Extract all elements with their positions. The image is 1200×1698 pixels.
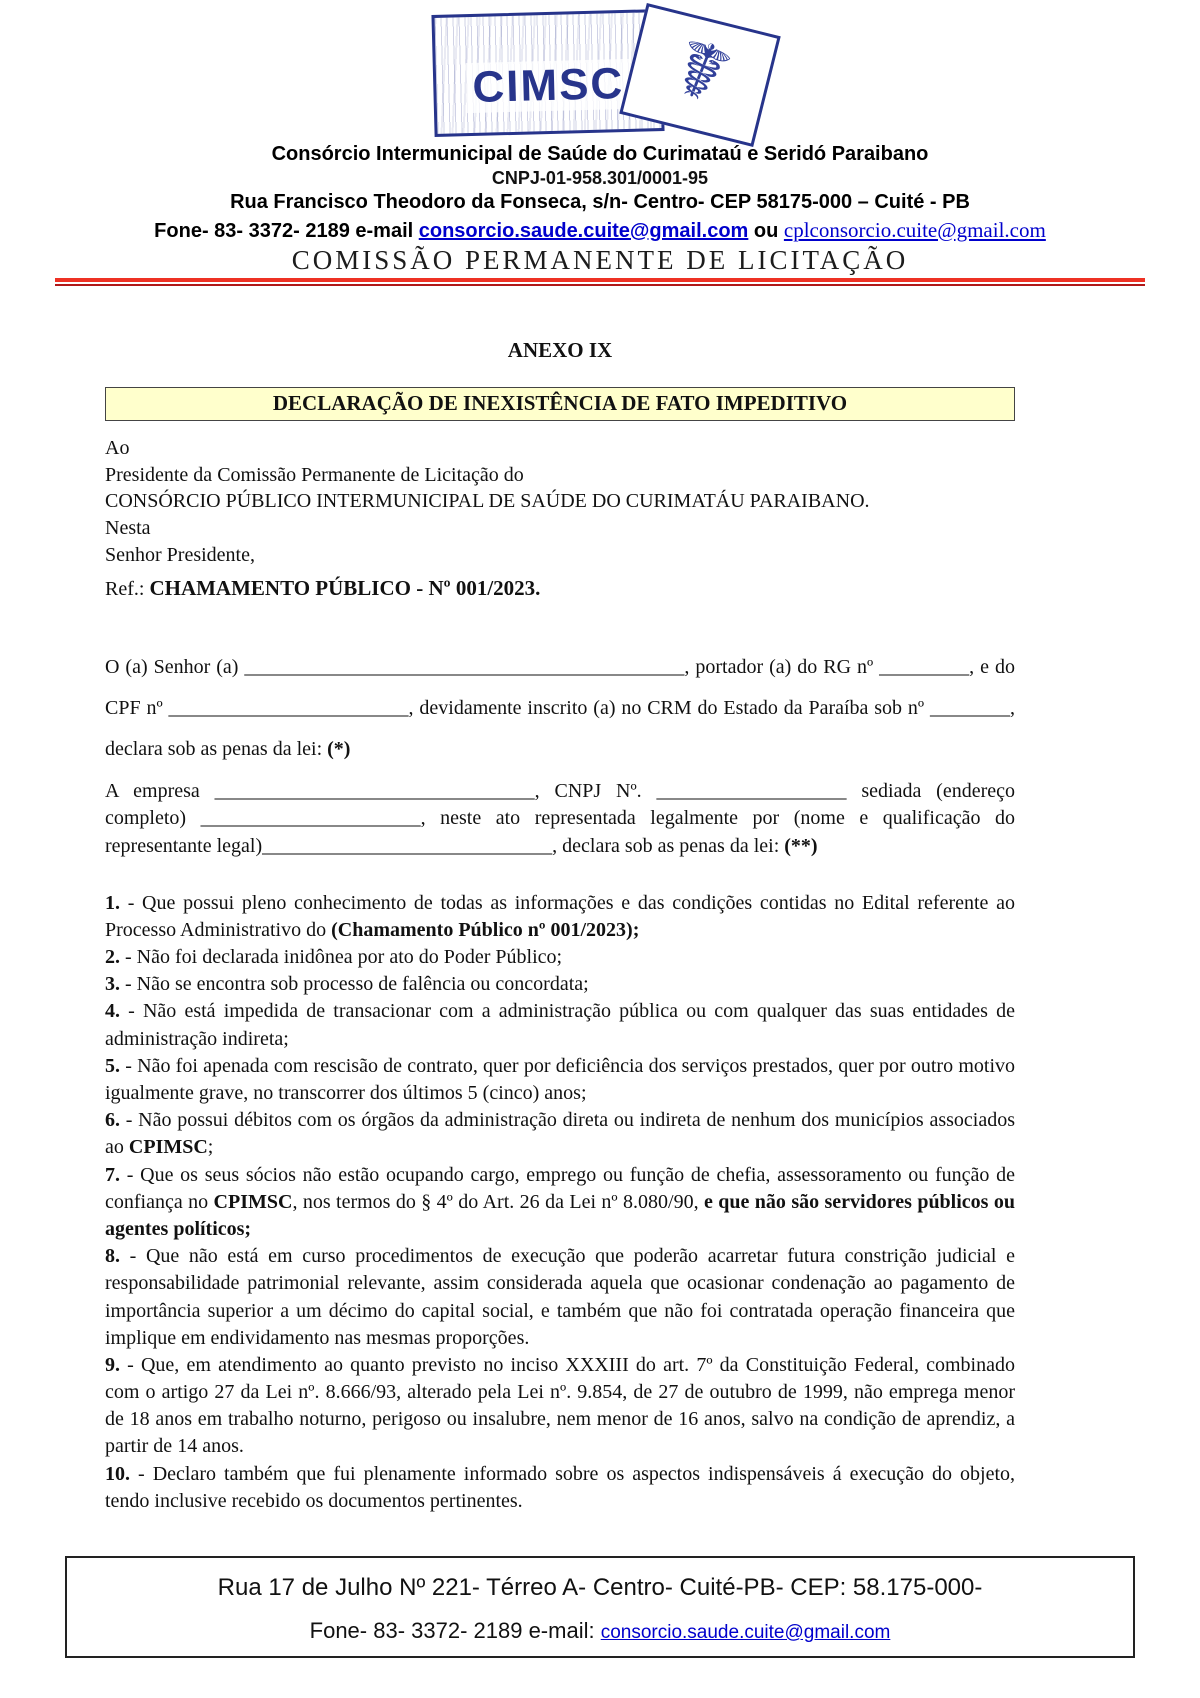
declaration-title-box bbox=[105, 387, 1015, 421]
clause-10: 10. - Declaro também que fui plenamente informado sobre os aspectos indispensáveis á execução do objeto, tendo inclusive recebido os documentos pertinentes. bbox=[105, 1462, 1015, 1512]
red-divider-thin-line bbox=[55, 284, 1145, 286]
addressee-line: Ao bbox=[105, 437, 130, 460]
org-name: Consórcio Intermunicipal de Saúde do Curimataú e Seridó Paraibano bbox=[271, 143, 929, 165]
red-divider bbox=[55, 278, 1145, 286]
clause-2: 2. - Não foi declarada inidônea por ato do Poder Público; bbox=[105, 946, 563, 969]
clause-6: 6. - Não possui débitos com os órgãos da administração direta ou indireta de nenhum dos municípios associados ao CPIMSC; bbox=[105, 1109, 1015, 1159]
clause-5: 5. - Não foi apenada com rescisão de contrato, quer por deficiência dos serviços prestados, quer por outro motivo igualmente grave, no transcorrer dos últimos 5 (cinco) anos; bbox=[105, 1054, 1015, 1105]
cnpj-line: CNPJ-01-958.301/0001-95 bbox=[491, 168, 709, 188]
commission-title: COMISSÃO PERMANENTE DE LICITAÇÃO bbox=[291, 244, 909, 275]
header-block bbox=[0, 6, 1200, 286]
contact-separator: ou bbox=[748, 219, 784, 242]
clause-1: 1. - Que possui pleno conhecimento de todas as informações e das condições contidas no Edital referente ao Processo Administrativo do (Chamamento Público nº 001/2023); bbox=[105, 891, 1015, 941]
clause-7: 7. - Que os seus sócios não estão ocupando cargo, emprego ou função de chefia, assessoramento ou função de confiança no CPIMSC, nos termos do § 4º do Art. 26 da Lei nº 8.080/90, e que não são servidores públicos ou agentes políticos; bbox=[105, 1163, 1015, 1240]
clause-8: 8. - Que não está em curso procedimentos de execução que poderão acarretar futura constrição judicial e responsabilidade patrimonial relevante, assim considerada aquela que ocasionar condenação ao pagamento de importância superior a um décimo do capital social, e também que não foi contratada operação financeira que implique em endividamento nas mesmas proporções. bbox=[105, 1245, 1015, 1349]
annex-heading: ANEXO IX bbox=[507, 338, 613, 363]
footer-contact-prefix: Fone- 83- 3372- 2189 e-mail: bbox=[309, 1618, 601, 1643]
company-declaration-paragraph: A empresa ________________________________, CNPJ Nº. ___________________ sediada (endereço completo) ______________________, neste ato representada legalmente por (nome e qualificação do representante legal)_____________________________, declara sob as penas da lei: (**) bbox=[105, 780, 1015, 857]
contact-line bbox=[0, 217, 1200, 244]
clause-3: 3. - Não se encontra sob processo de falência ou concordata; bbox=[105, 973, 589, 996]
cimsc-logo bbox=[425, 6, 775, 138]
addressee-line: Senhor Presidente, bbox=[105, 543, 255, 566]
footer-contact bbox=[77, 1618, 1123, 1644]
address-line: Rua Francisco Theodoro da Fonseca, s/n- Centro- CEP 58175-000 – Cuité - PB bbox=[230, 190, 970, 213]
clause-4: 4. - Não está impedida de transacionar com a administração pública ou com qualquer das suas entidades de administração indireta; bbox=[105, 1000, 1015, 1050]
footer-box bbox=[65, 1556, 1135, 1658]
clauses-list bbox=[105, 890, 1015, 1515]
addressee-line: Nesta bbox=[105, 516, 151, 539]
reference-line: Ref.: CHAMAMENTO PÚBLICO - Nº 001/2023. bbox=[105, 576, 541, 601]
document-content bbox=[105, 338, 1015, 1515]
addressee-line: Presidente da Comissão Permanente de Licitação do bbox=[105, 463, 524, 486]
logo-text: CIMSC bbox=[466, 59, 631, 113]
person-declaration-paragraph: O (a) Senhor (a) ____________________________________________, portador (a) do RG nº _________, e do CPF nº ________________________, devidamente inscrito (a) no CRM do Estado da Paraíba sob nº ________, declara sob as penas da lei: (*) bbox=[105, 656, 1015, 761]
email-link-secondary[interactable]: cplconsorcio.cuite@gmail.com bbox=[783, 217, 1046, 242]
footer-email-link[interactable]: consorcio.saude.cuite@gmail.com bbox=[600, 1622, 891, 1643]
contact-prefix: Fone- 83- 3372- 2189 e-mail bbox=[154, 219, 419, 242]
addressee-block bbox=[105, 435, 1015, 568]
addressee-line: CONSÓRCIO PÚBLICO INTERMUNICIPAL DE SAÚDE DO CURIMATÁU PARAIBANO. bbox=[105, 490, 870, 513]
footer-address: Rua 17 de Julho Nº 221- Térreo A- Centro- Cuité-PB- CEP: 58.175-000- bbox=[217, 1574, 983, 1601]
email-link-primary[interactable]: consorcio.saude.cuite@gmail.com bbox=[418, 219, 749, 242]
red-divider-thick-line bbox=[55, 278, 1145, 282]
caduceus-icon: ☤ bbox=[659, 20, 742, 124]
clause-9: 9. - Que, em atendimento ao quanto previsto no inciso XXXIII do art. 7º da Constituição Federal, combinado com o artigo 27 da Lei nº. 8.666/93, alterado pela Lei nº. 9.854, de 27 de outubro de 1999, não emprega menor de 18 anos em trabalho noturno, perigoso ou insalubre, nem menor de 16 anos, salvo na condição de aprendiz, a partir de 14 anos. bbox=[105, 1353, 1015, 1458]
declaration-title: DECLARAÇÃO DE INEXISTÊNCIA DE FATO IMPEDITIVO bbox=[272, 391, 848, 416]
